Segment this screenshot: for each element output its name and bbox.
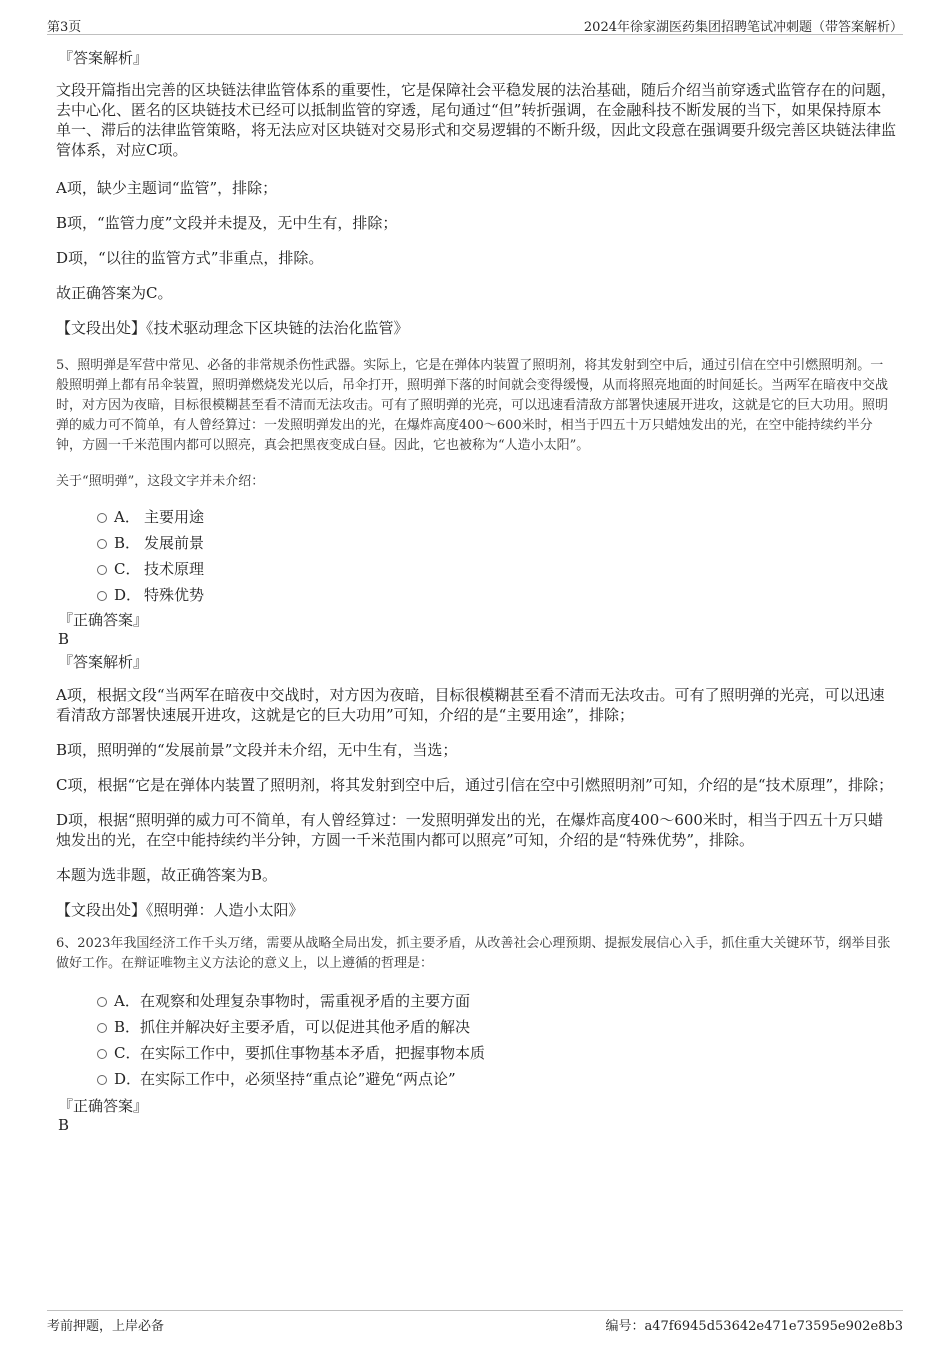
analysis-item-a: A项，缺少主题词“监管”，排除；: [56, 179, 278, 197]
option-d[interactable]: D． 特殊优势: [56, 582, 896, 608]
question-prompt: 关于“照明弹”，这段文字并未介绍：: [56, 474, 265, 489]
analysis-conclusion: 本题为选非题，故正确答案为B。: [56, 866, 278, 884]
question-stem: 5、照明弹是军营中常见、必备的非常规杀伤性武器。实际上，它是在弹体内装置了照明剂，将其发射到空中后，通过引信在空中引燃照明剂。一般照明弹上都有吊伞装置，照明弹燃烧发光以后，吊伞打开，照明弹下落的时间就会变得缓慢，从而将照亮地面的时间延长。当两军在暗夜中交战时，对方因为夜暗，目标很模糊甚至看不清而无法攻击。可有了照明弹的光亮，可以迅速看清敌方部署快速展开进攻，这就是它的巨大功用。照明弹的威力可不简单，有人曾经算过：一发照明弹发出的光，在爆炸高度400～600米时，相当于四五十万只蜡烛发出的光，在空中能持续约半分钟，方圆一千米范围内都可以照亮，真会把黑夜变成白昼。因此，它也被称为“人造小太阳”。: [56, 358, 889, 453]
option-c[interactable]: C． 技术原理: [56, 556, 896, 582]
source-citation: 【文段出处】《技术驱动理念下区块链的法治化监管》: [56, 319, 409, 337]
correct-answer-label: 『正确答案』: [58, 611, 149, 629]
page-number: 第3页: [47, 20, 82, 35]
option-b[interactable]: B．抓住并解决好主要矛盾，可以促进其他矛盾的解决: [56, 1014, 896, 1040]
radio-icon[interactable]: [97, 1049, 107, 1059]
options-list: [56, 504, 896, 608]
option-a[interactable]: A． 主要用途: [56, 504, 896, 530]
page-footer: [47, 1310, 903, 1333]
footer-slogan: 考前押题，上岸必备: [47, 1319, 165, 1334]
source-citation: 【文段出处】《照明弹：人造小太阳》: [56, 901, 304, 919]
option-b[interactable]: B． 发展前景: [56, 530, 896, 556]
analysis-item-d: D项，“以往的监管方式”非重点，排除。: [56, 249, 324, 267]
radio-icon[interactable]: [97, 565, 107, 575]
radio-icon[interactable]: [97, 513, 107, 523]
analysis-label: 『答案解析』: [58, 653, 149, 671]
correct-answer-label: 『正确答案』: [58, 1097, 149, 1115]
option-d[interactable]: D．在实际工作中，必须坚持“重点论”避免“两点论”: [56, 1066, 896, 1092]
analysis-item-c: C项，根据“它是在弹体内装置了照明剂，将其发射到空中后，通过引信在空中引燃照明剂”可知，介绍的是“技术原理”，排除；: [56, 776, 894, 794]
radio-icon[interactable]: [97, 591, 107, 601]
analysis-item-a: A项，根据文段“当两军在暗夜中交战时，对方因为夜暗，目标很模糊甚至看不清而无法攻击。可有了照明弹的光亮，可以迅速看清敌方部署快速展开进攻，这就是它的巨大功用”可知，介绍的是“主要用途”，排除；: [56, 686, 885, 724]
analysis-item-b: B项，照明弹的“发展前景”文段并未介绍，无中生有，当选；: [56, 741, 458, 759]
analysis-item-d: D项，根据“照明弹的威力可不简单，有人曾经算过：一发照明弹发出的光，在爆炸高度400～600米时，相当于四五十万只蜡烛发出的光，在空中能持续约半分钟，方圆一千米范围内都可以照亮”可知，介绍的是“特殊优势”，排除。: [56, 811, 883, 849]
document-title: 2024年徐家湖医药集团招聘笔试冲刺题（带答案解析）: [583, 20, 903, 35]
analysis-conclusion: 故正确答案为C。: [56, 284, 173, 302]
analysis-item-b: B项，“监管力度”文段并未提及，无中生有，排除；: [56, 214, 398, 232]
option-c[interactable]: C．在实际工作中，要抓住事物基本矛盾，把握事物本质: [56, 1040, 896, 1066]
question-stem: 6、2023年我国经济工作千头万绪，需要从战略全局出发，抓主要矛盾，从改善社会心理预期、提振发展信心入手，抓住重大关键环节，纲举目张做好工作。在辩证唯物主义方法论的意义上，以上遵循的哲理是：: [56, 936, 891, 971]
radio-icon[interactable]: [97, 1075, 107, 1085]
analysis-text: 文段开篇指出完善的区块链法律监管体系的重要性，它是保障社会平稳发展的法治基础，随后介绍当前穿透式监管存在的问题，去中心化、匿名的区块链技术已经可以抵制监管的穿透，尾句通过“但”转折强调，在金融科技不断发展的当下，如果保持原本单一、滞后的法律监管策略，将无法应对区块链对交易形式和交易逻辑的不断升级，因此文段意在强调要升级完善区块链法律监管体系，对应C项。: [56, 81, 897, 159]
page-content: [56, 40, 896, 1134]
options-list: [56, 988, 896, 1092]
radio-icon[interactable]: [97, 539, 107, 549]
page-header: [47, 14, 903, 35]
correct-answer: B: [58, 1116, 70, 1134]
option-a[interactable]: A．在观察和处理复杂事物时，需重视矛盾的主要方面: [56, 988, 896, 1014]
radio-icon[interactable]: [97, 997, 107, 1007]
radio-icon[interactable]: [97, 1023, 107, 1033]
analysis-label: 『答案解析』: [58, 49, 149, 67]
correct-answer: B: [58, 630, 70, 648]
document-code: 编号：a47f6945d53642e471e73595e902e8b3: [605, 1319, 903, 1334]
